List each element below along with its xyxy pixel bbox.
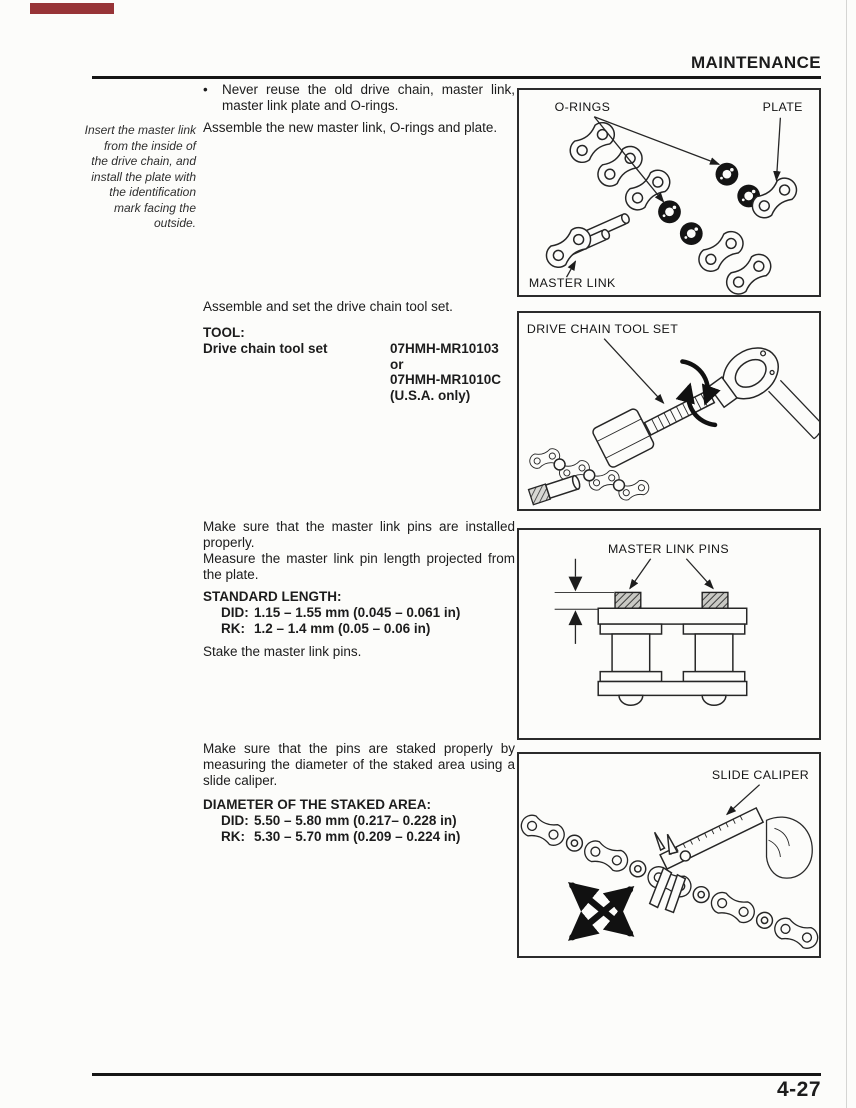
spec-row-did xyxy=(203,605,515,621)
plate-drawing xyxy=(748,173,802,222)
tool-set-drawing xyxy=(519,313,819,509)
scan-edge-line xyxy=(846,0,847,1108)
slide-caliper-figure xyxy=(517,752,821,958)
spec-label: RK: xyxy=(221,620,245,636)
tool-set-arrow xyxy=(604,339,663,403)
tool-part-no-note: (U.S.A. only) xyxy=(390,387,471,403)
spec-label: RK: xyxy=(221,828,245,844)
tool-part-no-alt: 07HMH-MR1010C xyxy=(390,372,502,387)
link-cross-section-drawing xyxy=(598,608,747,705)
paragraph-pins-installed: Make sure that the master link pins are installed properly. xyxy=(203,519,515,550)
master-link-pin xyxy=(615,592,641,608)
spec-value: 1.15 – 1.55 mm (0.045 – 0.061 in) xyxy=(254,605,461,620)
margin-note: Insert the master link from the inside of the drive chain, and install the plate with the identification mark facing the outside. xyxy=(84,123,196,230)
standard-length-heading: STANDARD LENGTH: xyxy=(203,589,342,604)
spec-row-did xyxy=(203,813,515,829)
pin-arrow xyxy=(630,559,651,589)
o-ring xyxy=(658,200,681,223)
master-link-pin xyxy=(702,592,728,608)
fig3-label-pins: MASTER LINK PINS xyxy=(607,541,730,556)
plate-arrow xyxy=(776,118,780,180)
pusher-bolt-drawing xyxy=(528,474,581,505)
tool-part-no: 07HMH-MR10103 or xyxy=(390,341,499,372)
bullet-text: Never reuse the old drive chain, master link, master link plate and O-rings. xyxy=(222,82,515,113)
tool-row xyxy=(203,341,515,403)
spec-row-rk xyxy=(203,829,515,845)
chain-plate xyxy=(565,118,619,167)
paragraph-assemble-tool: Assemble and set the drive chain tool set. xyxy=(203,299,453,314)
header-rule xyxy=(92,76,821,79)
fig1-label-plate: PLATE xyxy=(762,99,803,114)
o-ring xyxy=(716,163,739,186)
page-number: 4-27 xyxy=(776,1078,821,1101)
fig1-label-master-link: MASTER LINK xyxy=(528,276,616,291)
pin-arrow xyxy=(686,559,713,589)
movement-arrows xyxy=(572,886,629,937)
paragraph-stake-pins: Stake the master link pins. xyxy=(203,644,362,659)
bullet-icon: • xyxy=(203,82,208,97)
tool-spec-block xyxy=(203,325,515,403)
spec-value: 1.2 – 1.4 mm (0.05 – 0.06 in) xyxy=(254,620,431,636)
o-ring xyxy=(680,222,703,245)
link-pins-drawing xyxy=(519,530,819,738)
drive-chain-tool-set-figure xyxy=(517,311,821,511)
spec-label: DID: xyxy=(221,813,249,828)
spec-value: 5.30 – 5.70 mm (0.209 – 0.224 in) xyxy=(254,828,461,844)
paragraph-staked-check: Make sure that the pins are staked properly by measuring the diameter of the staked area using a slide caliper. xyxy=(203,741,515,788)
fig2-label-tool-set: DRIVE CHAIN TOOL SET xyxy=(526,321,679,336)
standard-length-block xyxy=(203,589,515,636)
fig1-label-orings: O-RINGS xyxy=(554,99,611,114)
tool-body-drawing xyxy=(591,407,655,468)
spec-value: 5.50 – 5.80 mm (0.217– 0.228 in) xyxy=(254,813,457,828)
chain-assembly-drawing xyxy=(519,90,819,295)
tool-name: Drive chain tool set xyxy=(203,341,328,356)
scan-artifact-red-mark xyxy=(30,3,114,14)
spec-row-rk xyxy=(203,621,515,637)
master-link-drawing xyxy=(542,213,631,272)
master-link-pins-figure xyxy=(517,528,821,740)
staked-area-heading: DIAMETER OF THE STAKED AREA: xyxy=(203,797,431,812)
spec-label: DID: xyxy=(221,605,249,620)
footer-rule xyxy=(92,1073,821,1076)
chain-plate xyxy=(722,250,776,295)
paragraph-assemble-new: Assemble the new master link, O-rings and plate. xyxy=(203,120,498,135)
master-link-figure xyxy=(517,88,821,297)
master-link-arrow xyxy=(567,261,576,277)
tool-part-numbers xyxy=(390,341,515,403)
hand-drawing xyxy=(767,817,813,878)
staked-area-block xyxy=(203,797,515,844)
fig4-label-caliper: SLIDE CALIPER xyxy=(711,767,810,782)
paragraph-measure-length: Measure the master link pin length projected from the plate. xyxy=(203,551,515,582)
caution-bullet-item xyxy=(203,82,515,114)
tool-heading: TOOL: xyxy=(203,325,245,340)
page-header-title: MAINTENANCE xyxy=(690,53,821,72)
paragraph-pins-installed-block xyxy=(203,519,515,583)
caliper-drawing xyxy=(519,754,819,956)
